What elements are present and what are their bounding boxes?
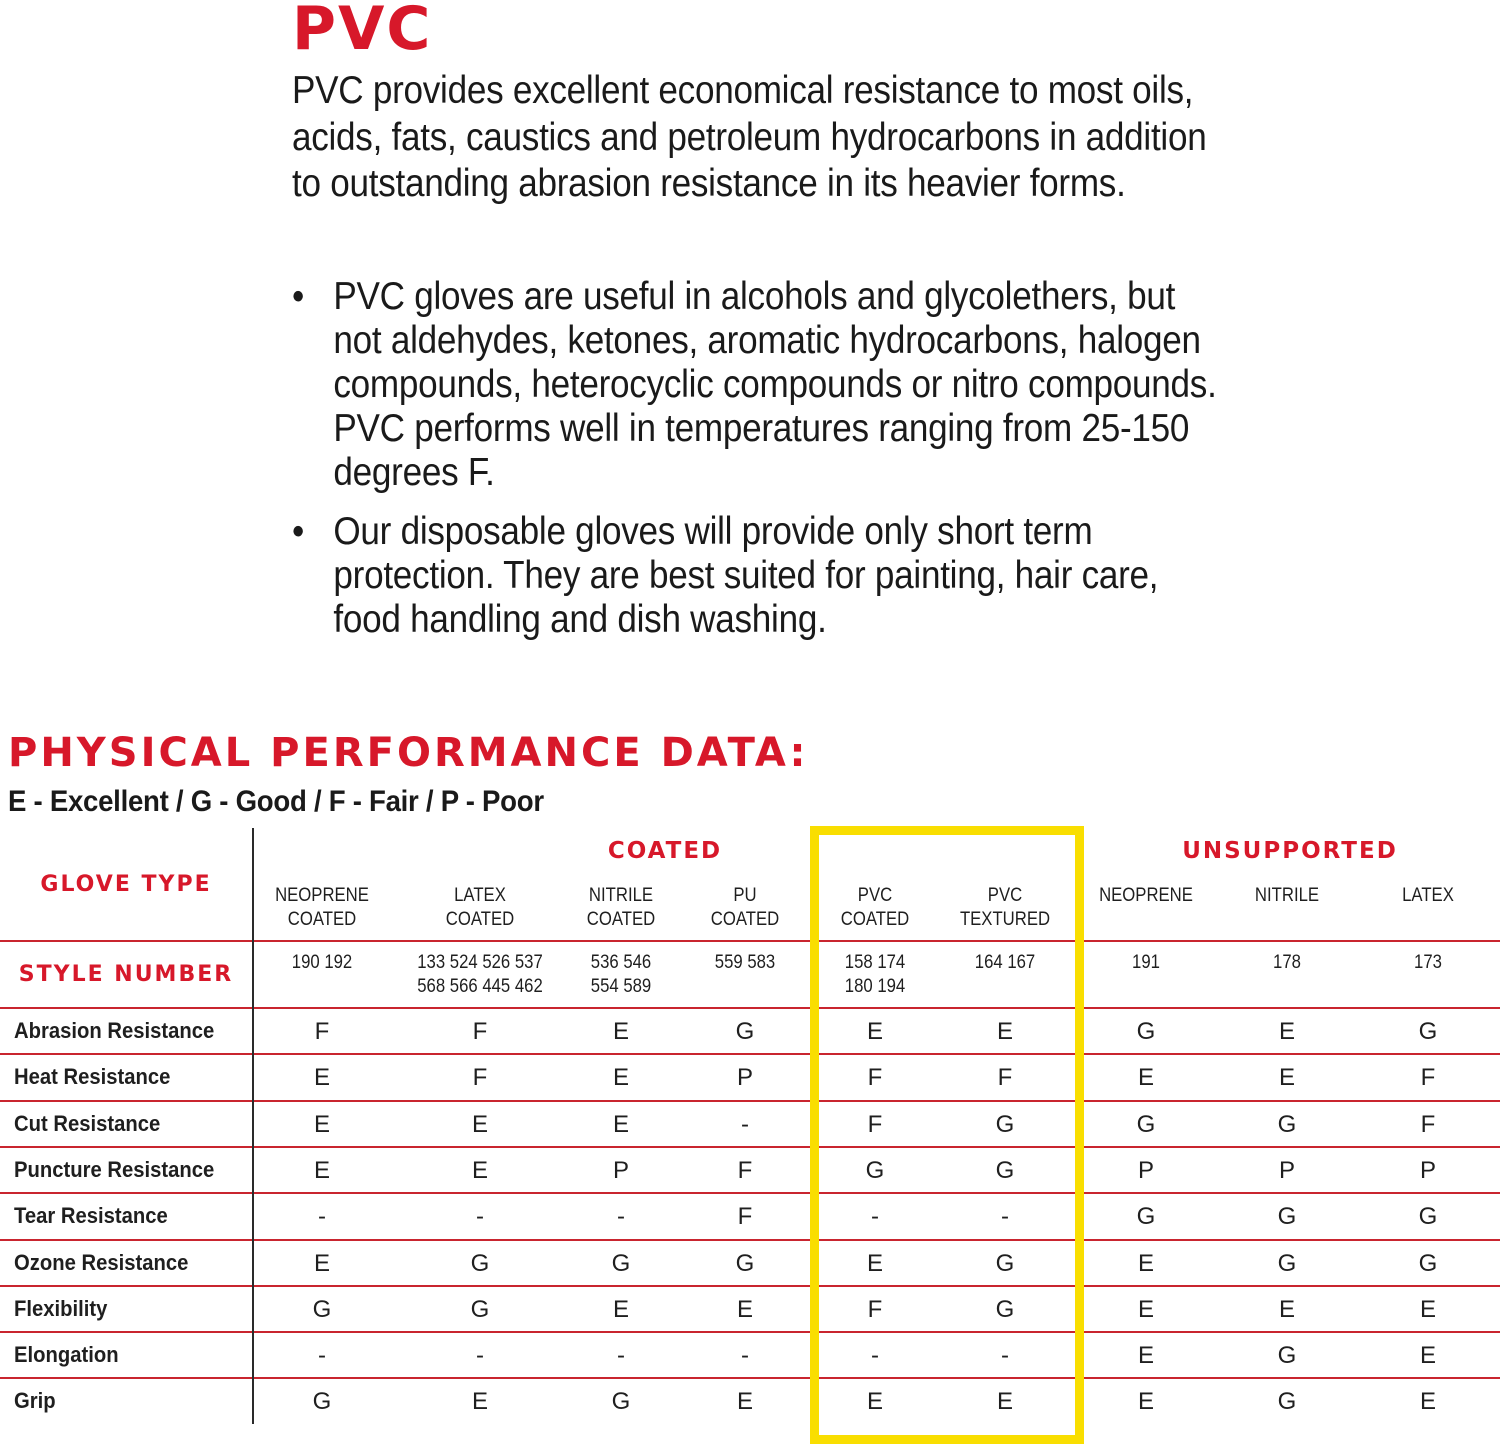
row-rule [0,1007,1500,1009]
rating-cell: E [866,1249,883,1277]
group-label-unsupported: UNSUPPORTED [1182,838,1398,864]
rating-cell: G [865,1156,885,1184]
rating-cell: - [741,1110,749,1138]
rating-cell: F [737,1156,753,1184]
rating-cell: - [318,1342,326,1370]
rating-cell: E [471,1110,488,1138]
column-header-line: TEXTURED [959,909,1051,930]
row-label: Flexibility [14,1295,108,1321]
label-column-divider [252,828,254,1424]
rating-cell: - [741,1342,749,1370]
style-number: 164 167 [974,952,1036,973]
header-rule [0,940,1500,942]
row-label: Grip [14,1388,56,1414]
rating-cell: G [995,1295,1015,1323]
rating-cell: E [1137,1342,1154,1370]
rating-cell: - [617,1342,625,1370]
row-rule [0,1146,1500,1148]
column-header [559,884,682,932]
column-header-line: PVC [857,885,893,906]
bullet-item [292,510,1219,642]
rating-cell: E [1419,1388,1436,1416]
rating-cell: G [470,1295,490,1323]
rating-cell: F [472,1018,488,1045]
rating-cell: P [1278,1156,1295,1184]
rating-cell: F [1420,1064,1436,1092]
rating-cell: E [1278,1295,1295,1323]
rating-cell: E [612,1064,629,1092]
rating-cell: F [867,1064,883,1092]
rating-cell: G [470,1249,490,1277]
rating-cell: E [471,1156,488,1184]
rating-cell: F [867,1295,883,1323]
rating-cell: E [1419,1342,1436,1370]
row-label: Cut Resistance [14,1110,161,1136]
rating-cell: P [1137,1156,1154,1184]
rating-cell: G [735,1018,755,1045]
pvc-highlight-box [810,826,1084,1444]
style-number: 158 174 180 194 [844,952,906,997]
rating-cell: E [313,1110,330,1138]
column-header-line: LATEX [1402,885,1454,906]
column-header [418,884,541,932]
rating-cell: E [736,1295,753,1323]
rating-cell: E [612,1110,629,1138]
column-header-line: NEOPRENE [275,885,369,906]
row-rule [0,1192,1500,1194]
rating-cell: E [1137,1249,1154,1277]
rating-cell: E [612,1018,629,1045]
column-header-line: COATED [445,909,515,930]
column-header [1225,884,1348,908]
style-number: 173 [1414,952,1442,973]
rating-cell: F [314,1018,330,1045]
performance-title: PHYSICAL PERFORMANCE DATA: [8,730,809,776]
rating-cell: G [735,1249,755,1277]
row-rule [0,1331,1500,1333]
rating-cell: P [736,1064,753,1092]
rating-cell: E [1278,1018,1295,1045]
rating-cell: G [312,1295,332,1323]
rating-cell: E [996,1388,1013,1416]
row-rule [0,1053,1500,1055]
rating-cell: E [866,1388,883,1416]
style-number: 559 583 [714,952,776,973]
rating-cell: E [866,1018,883,1045]
rating-cell: - [871,1203,879,1231]
rating-cell: G [611,1388,631,1416]
bullet-text: Our disposable gloves will provide only short term protection. They are best suited for painting, hair care, food handling and dish washing. [333,510,1159,641]
section-title: PVC [292,0,433,64]
column-header-line: COATED [287,909,357,930]
rating-cell: G [1277,1110,1297,1138]
column-header-line: NEOPRENE [1099,885,1193,906]
rating-cell: G [1136,1018,1156,1045]
column-header-line: NITRILE [588,885,654,906]
style-number: 178 [1273,952,1301,973]
rating-cell: - [476,1342,484,1370]
rating-cell: - [476,1203,484,1231]
rating-cell: F [737,1203,753,1231]
rating-cell: G [1418,1203,1438,1231]
rating-cell: F [997,1064,1013,1092]
bullet-item [292,275,1219,495]
rating-legend: E - Excellent / G - Good / F - Fair / P - Poor [8,785,544,818]
column-header [683,884,806,932]
style-number: 133 524 526 537 568 566 445 462 [417,952,543,997]
rating-cell: G [1418,1018,1438,1045]
rating-cell: E [471,1388,488,1416]
row-rule [0,1100,1500,1102]
rating-cell: E [313,1249,330,1277]
rating-cell: E [313,1156,330,1184]
rating-cell: E [1137,1295,1154,1323]
column-header [1366,884,1489,908]
row-label: Heat Resistance [14,1064,171,1090]
column-header-line: COATED [840,909,910,930]
rating-cell: F [867,1110,883,1138]
rating-cell: G [1277,1249,1297,1277]
row-rule [0,1285,1500,1287]
style-number: 536 546 554 589 [590,952,652,997]
group-label-coated: COATED [607,838,723,864]
rating-cell: E [736,1388,753,1416]
row-label: Ozone Resistance [14,1249,189,1275]
column-header-line: LATEX [454,885,506,906]
rating-cell: - [1001,1342,1009,1370]
rating-cell: E [1137,1388,1154,1416]
rating-cell: G [995,1110,1015,1138]
bullet-icon: • [292,510,305,553]
rating-cell: - [318,1203,326,1231]
column-header-line: NITRILE [1254,885,1320,906]
column-header [260,884,383,932]
rating-cell: E [1137,1064,1154,1092]
rating-cell: F [1420,1110,1436,1138]
rating-cell: G [1136,1203,1156,1231]
rating-cell: G [995,1156,1015,1184]
rating-cell: E [1278,1064,1295,1092]
bullet-list [292,275,1219,495]
bullet-icon: • [292,275,305,318]
style-number-label: STYLE NUMBER [18,962,234,987]
column-header-line: PVC [987,885,1023,906]
intro-paragraph: PVC provides excellent economical resistance to most oils, acids, fats, caustics and petroleum hydrocarbons in addition to outstanding abrasion resistance in its heavier forms. [292,69,1207,205]
rating-cell: - [1001,1203,1009,1231]
style-number: 190 192 [291,952,353,973]
rating-cell: G [1136,1110,1156,1138]
bullet-list [292,510,1219,642]
rating-cell: G [995,1249,1015,1277]
row-label: Abrasion Resistance [14,1018,215,1043]
row-rule [0,1239,1500,1241]
rating-cell: E [1419,1295,1436,1323]
rating-cell: P [612,1156,629,1184]
row-label: Puncture Resistance [14,1156,215,1182]
rating-cell: - [871,1342,879,1370]
rating-cell: G [1277,1342,1297,1370]
row-rule [0,1377,1500,1379]
glove-type-label: GLOVE TYPE [40,872,212,897]
rating-cell: P [1419,1156,1436,1184]
column-header [1084,884,1207,908]
rating-cell: G [611,1249,631,1277]
row-label: Tear Resistance [14,1203,168,1229]
rating-cell: E [612,1295,629,1323]
rating-cell: G [1277,1388,1297,1416]
rating-cell: E [996,1018,1013,1045]
rating-cell: G [1418,1249,1438,1277]
row-label: Elongation [14,1342,119,1368]
rating-cell: G [1277,1203,1297,1231]
rating-cell: F [472,1064,488,1092]
column-header-line: COATED [586,909,656,930]
rating-cell: E [313,1064,330,1092]
style-number: 191 [1132,952,1160,973]
column-header-line: COATED [710,909,780,930]
column-header-line: PU [733,885,757,906]
rating-cell: - [617,1203,625,1231]
rating-cell: G [312,1388,332,1416]
bullet-text: PVC gloves are useful in alcohols and glycolethers, but not aldehydes, ketones, aromatic hydrocarbons, halogen compounds, heterocyclic compounds or nitro compounds. PVC performs well in temperatures ranging from 25-150 degrees F. [333,275,1217,494]
